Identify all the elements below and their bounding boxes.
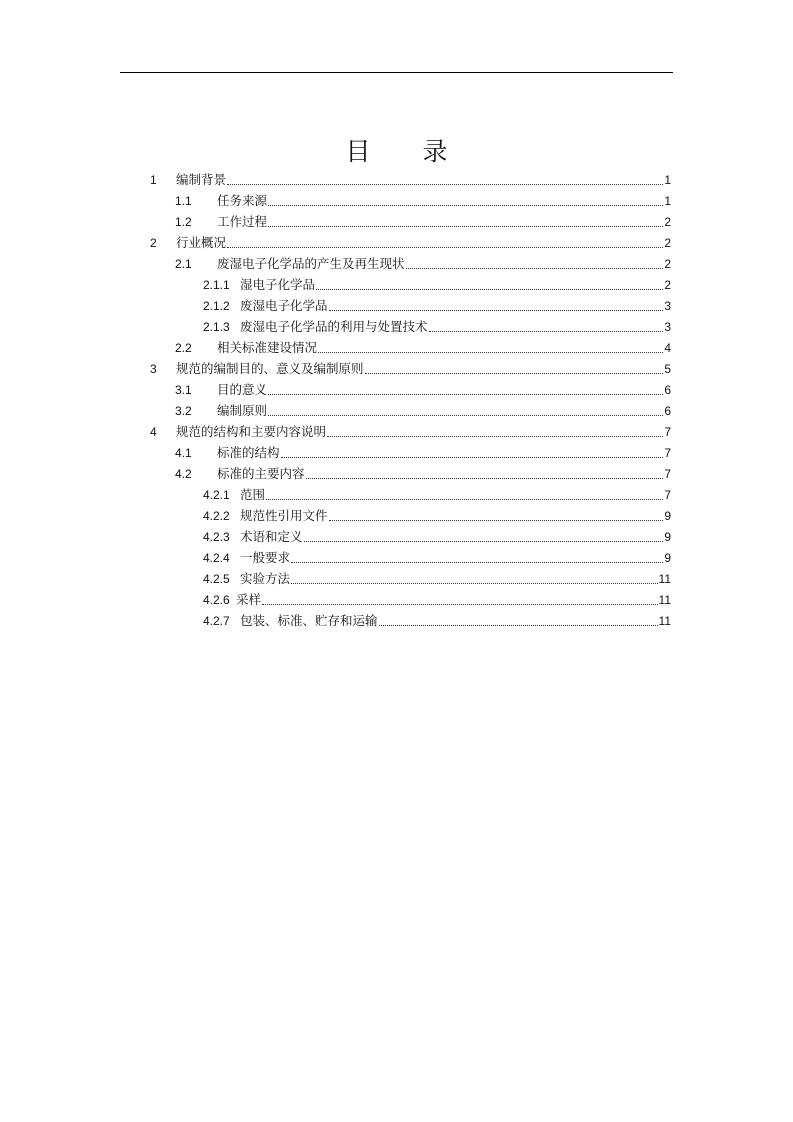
toc-leader-dots bbox=[304, 541, 664, 542]
toc-leader-dots bbox=[268, 394, 663, 395]
toc-leader-dots bbox=[329, 310, 664, 311]
toc-entry-title: 湿电子化学品 bbox=[240, 277, 316, 292]
toc-leader-dots bbox=[268, 226, 663, 227]
toc-leader-dots bbox=[268, 415, 663, 416]
toc-entry-3[interactable] bbox=[150, 359, 671, 379]
toc-entry-number: 4.2.7 bbox=[203, 614, 230, 628]
toc-entry-page: 11 bbox=[658, 614, 671, 628]
toc-entry-number: 4.2.6 bbox=[203, 593, 230, 607]
toc-leader-dots bbox=[227, 247, 663, 248]
toc-entry-page: 9 bbox=[664, 551, 671, 565]
toc-entry-page: 6 bbox=[664, 404, 671, 418]
toc-entry-title: 术语和定义 bbox=[240, 529, 303, 544]
toc-entry-page: 4 bbox=[664, 341, 671, 355]
toc-entry-2-2[interactable] bbox=[175, 338, 671, 358]
toc-leader-dots bbox=[318, 352, 663, 353]
toc-entry-title: 实验方法 bbox=[240, 571, 291, 586]
toc-leader-dots bbox=[262, 604, 658, 605]
toc-leader-dots bbox=[429, 331, 664, 332]
toc-entry-number: 3.1 bbox=[175, 383, 192, 397]
toc-entry-4-2-6[interactable] bbox=[203, 590, 671, 610]
toc-leader-dots bbox=[306, 478, 664, 479]
toc-entry-number: 4.2.4 bbox=[203, 551, 230, 565]
toc-entry-title: 任务来源 bbox=[217, 193, 268, 208]
toc-entry-number: 4.2 bbox=[175, 467, 192, 481]
toc-entry-page: 9 bbox=[664, 509, 671, 523]
toc-entry-title: 范围 bbox=[240, 487, 266, 502]
toc-entry-page: 7 bbox=[664, 425, 671, 439]
toc-entry-number: 4.2.2 bbox=[203, 509, 230, 523]
toc-entry-2-1-2[interactable] bbox=[203, 296, 671, 316]
toc-leader-dots bbox=[329, 520, 664, 521]
toc-entry-page: 11 bbox=[658, 572, 671, 586]
toc-entry-4-2-2[interactable] bbox=[203, 506, 671, 526]
toc-entry-1[interactable] bbox=[150, 170, 671, 190]
header-rule bbox=[120, 72, 673, 73]
toc-entry-page: 7 bbox=[664, 488, 671, 502]
toc-entry-2[interactable] bbox=[150, 233, 671, 253]
toc-entry-title: 工作过程 bbox=[217, 214, 268, 229]
toc-entry-title: 一般要求 bbox=[240, 550, 291, 565]
toc-entry-number: 2.1.1 bbox=[203, 278, 230, 292]
toc-title: 目 录 bbox=[345, 137, 470, 166]
toc-entry-title: 行业概况 bbox=[176, 235, 227, 250]
toc-entry-page: 9 bbox=[664, 530, 671, 544]
toc-entry-page: 2 bbox=[664, 236, 671, 250]
toc-entry-4-2-1[interactable] bbox=[203, 485, 671, 505]
toc-leader-dots bbox=[327, 436, 663, 437]
toc-leader-dots bbox=[406, 268, 664, 269]
toc-entry-title: 包装、标准、贮存和运输 bbox=[240, 613, 378, 628]
toc-entry-page: 3 bbox=[664, 299, 671, 313]
toc-entry-page: 5 bbox=[664, 362, 671, 376]
toc-entry-page: 6 bbox=[664, 383, 671, 397]
toc-entry-3-1[interactable] bbox=[175, 380, 671, 400]
toc-entry-title: 标准的主要内容 bbox=[217, 466, 305, 481]
toc-entry-title: 规范的结构和主要内容说明 bbox=[176, 424, 327, 439]
toc-leader-dots bbox=[266, 499, 663, 500]
toc-entry-page: 2 bbox=[664, 257, 671, 271]
toc-entry-4-2-7[interactable] bbox=[203, 611, 671, 631]
toc-entry-number: 3 bbox=[150, 362, 157, 376]
toc-entry-page: 7 bbox=[664, 467, 671, 481]
toc-entry-number: 3.2 bbox=[175, 404, 192, 418]
toc-entry-title: 编制原则 bbox=[217, 403, 268, 418]
toc-leader-dots bbox=[281, 457, 664, 458]
toc-entry-4[interactable] bbox=[150, 422, 671, 442]
toc-entry-page: 3 bbox=[664, 320, 671, 334]
toc-entry-number: 4.2.1 bbox=[203, 488, 230, 502]
toc-entry-page: 2 bbox=[664, 215, 671, 229]
toc-entry-title: 规范性引用文件 bbox=[240, 508, 328, 523]
toc-entry-1-1[interactable] bbox=[175, 191, 671, 211]
toc-entry-2-1-3[interactable] bbox=[203, 317, 671, 337]
toc-entry-number: 4 bbox=[150, 425, 157, 439]
toc-entry-page: 7 bbox=[664, 446, 671, 460]
toc-entry-number: 2.1.3 bbox=[203, 320, 230, 334]
toc-entry-page: 1 bbox=[664, 194, 671, 208]
toc-entry-4-1[interactable] bbox=[175, 443, 671, 463]
toc-entry-number: 2.1.2 bbox=[203, 299, 230, 313]
toc-entry-number: 2.1 bbox=[175, 257, 192, 271]
toc-entry-2-1[interactable] bbox=[175, 254, 671, 274]
toc-entry-2-1-1[interactable] bbox=[203, 275, 671, 295]
toc-entry-number: 1 bbox=[150, 173, 157, 187]
toc-leader-dots bbox=[291, 583, 658, 584]
toc-leader-dots bbox=[291, 562, 663, 563]
toc-entry-number: 4.1 bbox=[175, 446, 192, 460]
toc-entry-number: 2.2 bbox=[175, 341, 192, 355]
toc-entry-1-2[interactable] bbox=[175, 212, 671, 232]
toc-entry-page: 11 bbox=[658, 593, 671, 607]
toc-entry-4-2[interactable] bbox=[175, 464, 671, 484]
toc-entry-title: 相关标准建设情况 bbox=[217, 340, 318, 355]
toc-entry-title: 废湿电子化学品的产生及再生现状 bbox=[217, 256, 405, 271]
toc-entry-number: 1.2 bbox=[175, 215, 192, 229]
toc-entry-title: 废湿电子化学品的利用与处置技术 bbox=[240, 319, 428, 334]
toc-entry-4-2-5[interactable] bbox=[203, 569, 671, 589]
toc-leader-dots bbox=[379, 625, 658, 626]
toc-entry-4-2-3[interactable] bbox=[203, 527, 671, 547]
toc-entry-page: 2 bbox=[664, 278, 671, 292]
toc-entry-page: 1 bbox=[664, 173, 671, 187]
toc-entry-number: 4.2.5 bbox=[203, 572, 230, 586]
toc-entry-title: 编制背景 bbox=[176, 172, 227, 187]
toc-leader-dots bbox=[316, 289, 663, 290]
toc-entry-number: 1.1 bbox=[175, 194, 192, 208]
toc-leader-dots bbox=[365, 373, 664, 374]
toc-leader-dots bbox=[227, 184, 663, 185]
toc-entry-title: 采样 bbox=[236, 592, 262, 607]
toc-entry-title: 废湿电子化学品 bbox=[240, 298, 328, 313]
toc-leader-dots bbox=[268, 205, 663, 206]
toc-entry-title: 标准的结构 bbox=[217, 445, 280, 460]
toc-entry-number: 4.2.3 bbox=[203, 530, 230, 544]
toc-entry-title: 规范的编制目的、意义及编制原则 bbox=[176, 361, 364, 376]
toc-entry-title: 目的意义 bbox=[217, 382, 268, 397]
toc-entry-3-2[interactable] bbox=[175, 401, 671, 421]
toc-entry-number: 2 bbox=[150, 236, 157, 250]
toc-entry-4-2-4[interactable] bbox=[203, 548, 671, 568]
